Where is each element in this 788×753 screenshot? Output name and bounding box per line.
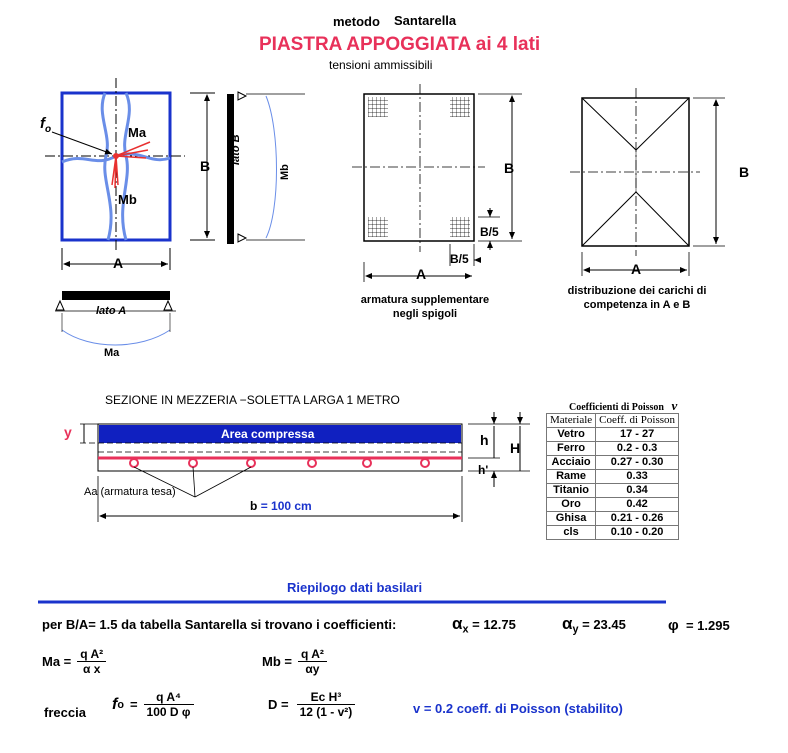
mb-arrows: [112, 156, 118, 188]
rebar-bar: [308, 459, 316, 467]
H-label: H: [510, 440, 521, 456]
load-triangle-bottom: [582, 192, 689, 246]
poisson-header-coeff: Coeff. di Poisson: [596, 414, 679, 428]
rebar-bar: [421, 459, 429, 467]
corner-grid-tr: [450, 97, 470, 117]
method-name: Santarella: [394, 13, 457, 28]
width-label: b = 100 cm: [250, 499, 312, 513]
reinf-b5-horizontal-label: B/5: [450, 252, 469, 266]
table-row: Titanio 0.34: [547, 484, 679, 498]
mb-label: Mb: [118, 192, 137, 207]
table-row: cls 0.10 - 0.20: [547, 526, 679, 540]
load-triangle-top: [582, 98, 689, 150]
table-row: Rame 0.33: [547, 470, 679, 484]
lato-a-beam: [62, 291, 170, 300]
plate-b-label: B: [200, 158, 211, 174]
mb-formula: Mb = $\frac{\text{q A²}}{\alpha y}$: [262, 647, 327, 676]
rebar-bar: [247, 459, 255, 467]
alpha-y: $\alpha_y = 23.45$: [562, 614, 626, 636]
page-subtitle: tensioni ammissibili: [329, 58, 433, 72]
d-formula: D = $\frac{\text{Ec H³}}{\text{12 (1 - v²)}}$: [268, 690, 355, 719]
ma-formula: Ma = $\frac{\text{q A²}}{\text{α x}}$: [42, 647, 106, 676]
lato-a-label: lato A: [96, 305, 127, 317]
poisson-note: v = 0.2 coeff. di Poisson (stabilito): [413, 701, 623, 716]
poisson-table: [546, 413, 679, 540]
lato-b-beam: [227, 94, 234, 244]
compressed-area-label: Area compressa: [221, 427, 315, 441]
fo-label: $f_o$: [40, 115, 52, 135]
rebar-bar: [363, 459, 371, 467]
load-caption-line1: distribuzione dei carichi di: [567, 285, 707, 297]
plate-center: [113, 153, 119, 159]
poisson-table-title: Coefficienti di Poisson ν: [569, 398, 678, 413]
mb-curve-label: Mb: [279, 164, 291, 180]
lato-b-supports: [238, 92, 246, 242]
deflection-curve-a: [102, 93, 111, 240]
table-row: Acciaio 0.27 - 0.30: [547, 456, 679, 470]
section-title: SEZIONE IN MEZZERIA −SOLETTA LARGA 1 METRO: [105, 393, 400, 407]
rebar-bar: [189, 459, 197, 467]
rebar-label: Aa (armatura tesa): [84, 486, 176, 498]
load-caption-line2: competenza in A e B: [583, 299, 691, 311]
h-label: h: [480, 432, 489, 448]
reinf-caption-line1: armatura supplementare: [360, 294, 490, 306]
alpha-x: $\alpha_x = 12.75$: [452, 614, 516, 636]
reinf-a-label: A: [416, 266, 427, 282]
reinf-b5-vertical-label: B/5: [480, 225, 499, 239]
ma-label: Ma: [128, 125, 147, 140]
load-b-label: B: [739, 164, 750, 180]
table-row: Oro 0.42: [547, 498, 679, 512]
poisson-header-material: Materiale: [547, 414, 596, 428]
y-label: y: [64, 424, 72, 440]
load-caption: [552, 284, 722, 312]
page-title: PIASTRA APPOGGIATA ai 4 lati: [259, 34, 541, 55]
table-row: Ferro 0.2 - 0.3: [547, 442, 679, 456]
phi-value: φ = 1.295: [668, 617, 730, 634]
corner-grid-tl: [368, 97, 388, 117]
reinf-b-label: B: [504, 160, 515, 176]
method-prefix: metodo: [333, 14, 380, 29]
lato-b-label: lato B: [230, 134, 242, 165]
corner-grid-br: [450, 217, 470, 237]
load-plate-outline: [582, 98, 689, 246]
plate-a-label: A: [113, 255, 124, 271]
ma-curve: [62, 330, 170, 345]
summary-heading: Riepilogo dati basilari: [287, 580, 423, 595]
load-diagram: [570, 88, 725, 276]
reinf-caption: [340, 293, 510, 321]
table-row: Ghisa 0.21 - 0.26: [547, 512, 679, 526]
plate-diagram: [45, 78, 305, 345]
deflection-curve-b: [123, 93, 130, 240]
fo-formula: f o = $\frac{\text{q A⁴}}{\text{100 D φ}}$: [112, 690, 194, 719]
freccia-label: freccia: [44, 705, 86, 720]
mb-curve: [266, 96, 277, 238]
reinforcement-diagram: [352, 84, 522, 282]
load-a-label: A: [631, 261, 642, 277]
h-prime-label: h': [478, 463, 489, 477]
table-row: Vetro 17 - 27: [547, 428, 679, 442]
ma-curve-label: Ma: [104, 347, 120, 359]
rebar-bars: [130, 459, 429, 467]
reinf-caption-line2: negli spigoli: [392, 308, 458, 320]
rebar-bar: [130, 459, 138, 467]
corner-grid-bl: [368, 217, 388, 237]
coefficients-intro: per B/A= 1.5 da tabella Santarella si trovano i coefficienti:: [42, 617, 397, 632]
